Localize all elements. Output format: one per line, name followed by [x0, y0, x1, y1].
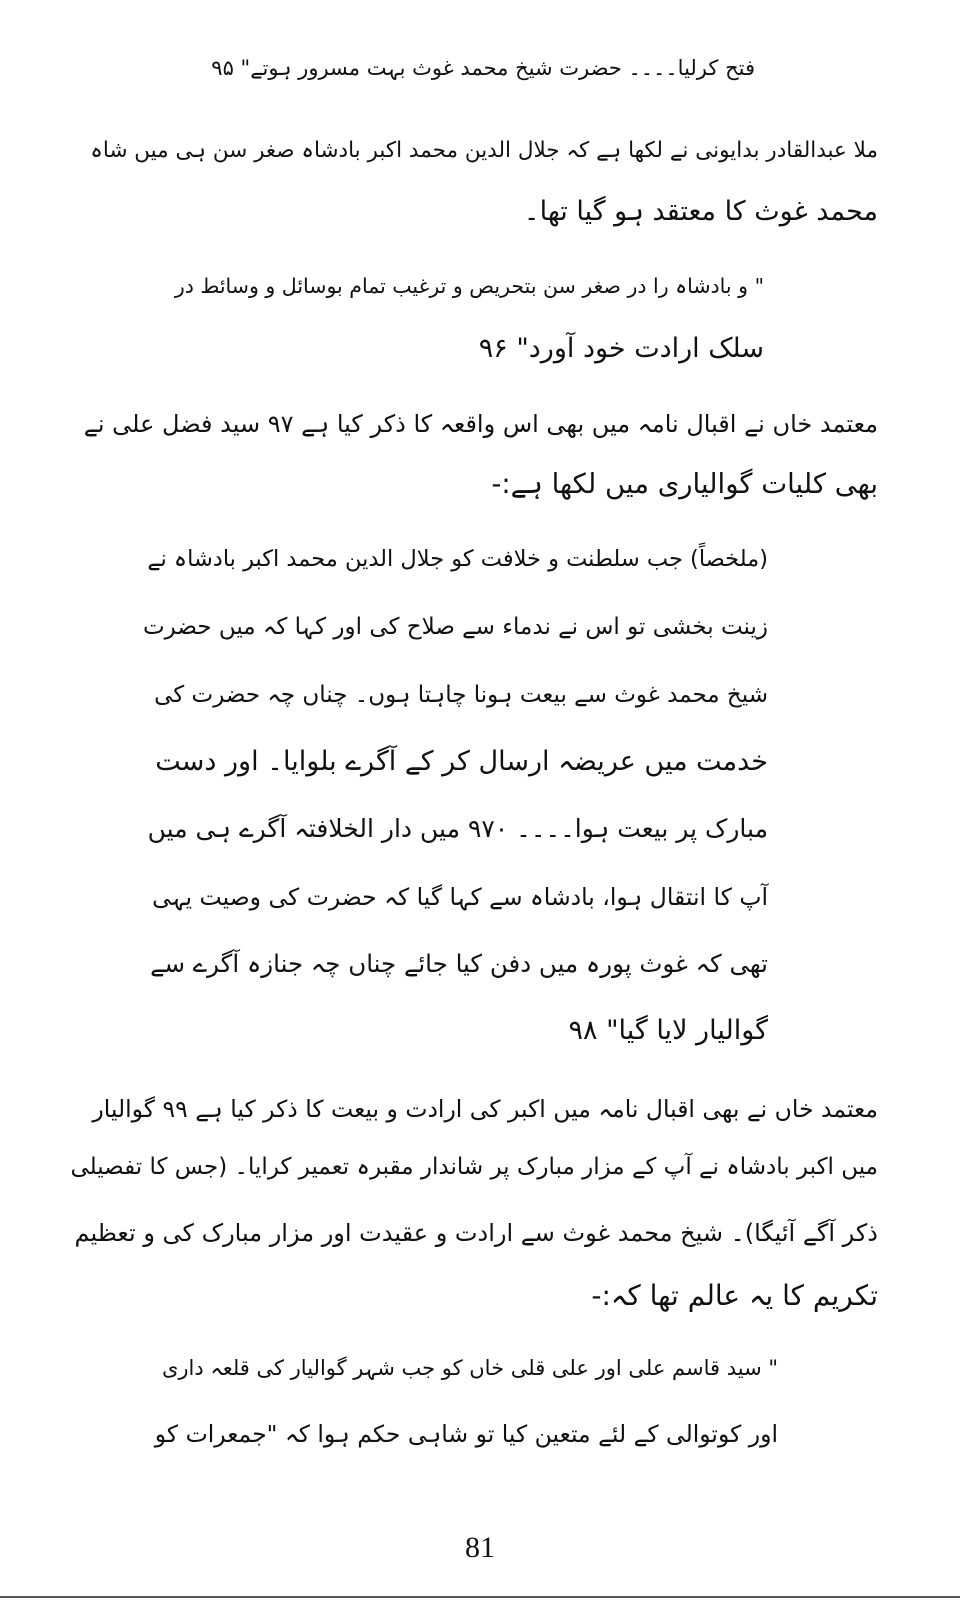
text-line-21: اور کوتوالی کے لئے متعین کیا تو شاہی حکم ہوا کہ "جمعرات کو	[154, 1420, 778, 1448]
text-line-19: تکریم کا یہ عالم تھا کہ:-	[591, 1279, 878, 1312]
bottom-scan-rule	[0, 1596, 960, 1598]
page-number: 81	[465, 1531, 495, 1564]
text-line-1: فتح کرلیا۔۔۔۔ حضرت شیخ محمد غوث بہت مسرور ہوتے" ۹۵	[211, 56, 755, 80]
text-line-15: گوالیار لایا گیا" ۹۸	[568, 1015, 768, 1046]
text-line-5: سلک ارادت خود آورد" ۹۶	[478, 333, 764, 364]
text-line-12: مبارک پر بیعت ہوا۔۔۔۔ ۹۷۰ میں دار الخلافتہ آگرے ہی میں	[147, 814, 768, 843]
text-line-14: تھی کہ غوث پورہ میں دفن کیا جائے چناں چہ جنازہ آگرے سے	[150, 949, 768, 978]
text-line-17: میں اکبر بادشاہ نے آپ کے مزار مبارک پر شاندار مقبرہ تعمیر کرایا۔ (جس کا تفصیلی	[70, 1154, 878, 1180]
text-line-9: زینت بخشی تو اس نے ندماء سے صلاح کی اور کہا کہ میں حضرت	[143, 614, 768, 640]
text-line-4: " و بادشاہ را در صغر سن بتحریص و ترغیب تمام بوسائل و وسائط در	[174, 274, 764, 298]
text-line-11: خدمت میں عریضہ ارسال کر کے آگرے بلوایا۔ اور دست	[155, 746, 768, 777]
text-line-2: ملا عبدالقادر بدایونی نے لکھا ہے کہ جلال الدین محمد اکبر بادشاہ صغر سن ہی میں شاہ	[90, 138, 878, 163]
text-line-6: معتمد خاں نے اقبال نامہ میں بھی اس واقعہ کا ذکر کیا ہے ۹۷ سید فضل علی نے	[83, 410, 878, 438]
text-line-18: ذکر آگے آئیگا)۔ شیخ محمد غوث سے ارادت و عقیدت اور مزار مبارک کی و تعظیم	[74, 1219, 878, 1247]
text-line-10: شیخ محمد غوث سے بیعت ہونا چاہتا ہوں۔ چناں چہ حضرت کی	[154, 682, 768, 708]
text-line-20: " سید قاسم علی اور علی قلی خاں کو جب شہر گوالیار کی قلعہ داری	[161, 1356, 778, 1380]
text-line-16: معتمد خاں نے بھی اقبال نامہ میں اکبر کی ارادت و بیعت کا ذکر کیا ہے ۹۹ گوالیار	[92, 1095, 878, 1123]
text-line-8: (ملخصاً) جب سلطنت و خلافت کو جلال الدین محمد اکبر بادشاہ نے	[147, 546, 768, 572]
text-line-3: محمد غوث کا معتقد ہو گیا تھا۔	[523, 196, 878, 227]
text-line-7: بھی کلیات گوالیاری میں لکھا ہے:-	[491, 468, 878, 500]
text-line-13: آپ کا انتقال ہوا، بادشاہ سے کہا گیا کہ حضرت کی وصیت یہی	[152, 883, 768, 911]
